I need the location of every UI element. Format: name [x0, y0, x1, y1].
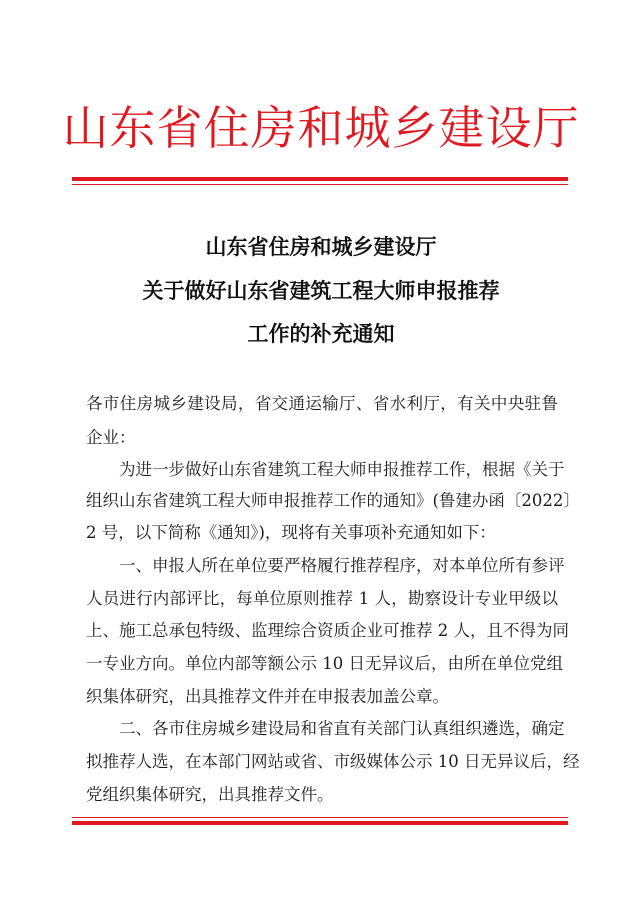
paragraph-2-line: 一专业方向。单位内部等额公示 10 日无异议后，由所在单位党组 [86, 654, 563, 673]
footer-rule-thick [72, 821, 568, 825]
salutation-line: 各市住房城乡建设局，省交通运输厅、省水利厅，有关中央驻鲁 [86, 394, 558, 413]
paragraph-2-line: 上、施工总承包特级、监理综合资质企业可推荐 2 人，且不得为同 [86, 621, 569, 640]
footer-rule-thin [72, 817, 568, 818]
paragraph-2-line: 织集体研究，出具推荐文件并在申报表加盖公章。 [86, 687, 449, 706]
paragraph-3-line: 拟推荐人选，在本部门网站或省、市级媒体公示 10 日无异议后，经 [86, 752, 580, 771]
paragraph-1-line: 组织山东省建筑工程大师申报推荐工作的通知》(鲁建办函〔2022〕 [86, 491, 580, 510]
salutation-line: 企业： [86, 428, 136, 447]
doc-title-line-3: 工作的补充通知 [247, 322, 395, 346]
header-rule-thin [72, 184, 568, 185]
paragraph-3-line: 二、各市住房城乡建设局和省直有关部门认真组织遴选，确定 [119, 719, 565, 738]
doc-title-line-2: 关于做好山东省建筑工程大师申报推荐 [142, 279, 500, 303]
paragraph-2-line: 人员进行内部评比，每单位原则推荐 1 人，勘察设计专业甲级以 [86, 589, 558, 608]
paragraph-1-line: 为进一步做好山东省建筑工程大师申报推荐工作，根据《关于 [119, 460, 565, 479]
paragraph-3-line: 党组织集体研究，出具推荐文件。 [86, 785, 334, 804]
org-header-title: 山东省住房和城乡建设厅 [62, 101, 580, 155]
paragraph-1-line: 2 号，以下简称《通知》)，现将有关事项补充通知如下： [86, 523, 496, 542]
header-rule-thick [72, 177, 568, 181]
doc-title-line-1: 山东省住房和城乡建设厅 [205, 235, 437, 259]
paragraph-2-line: 一、申报人所在单位要严格履行推荐程序，对本单位所有参评 [119, 556, 565, 575]
